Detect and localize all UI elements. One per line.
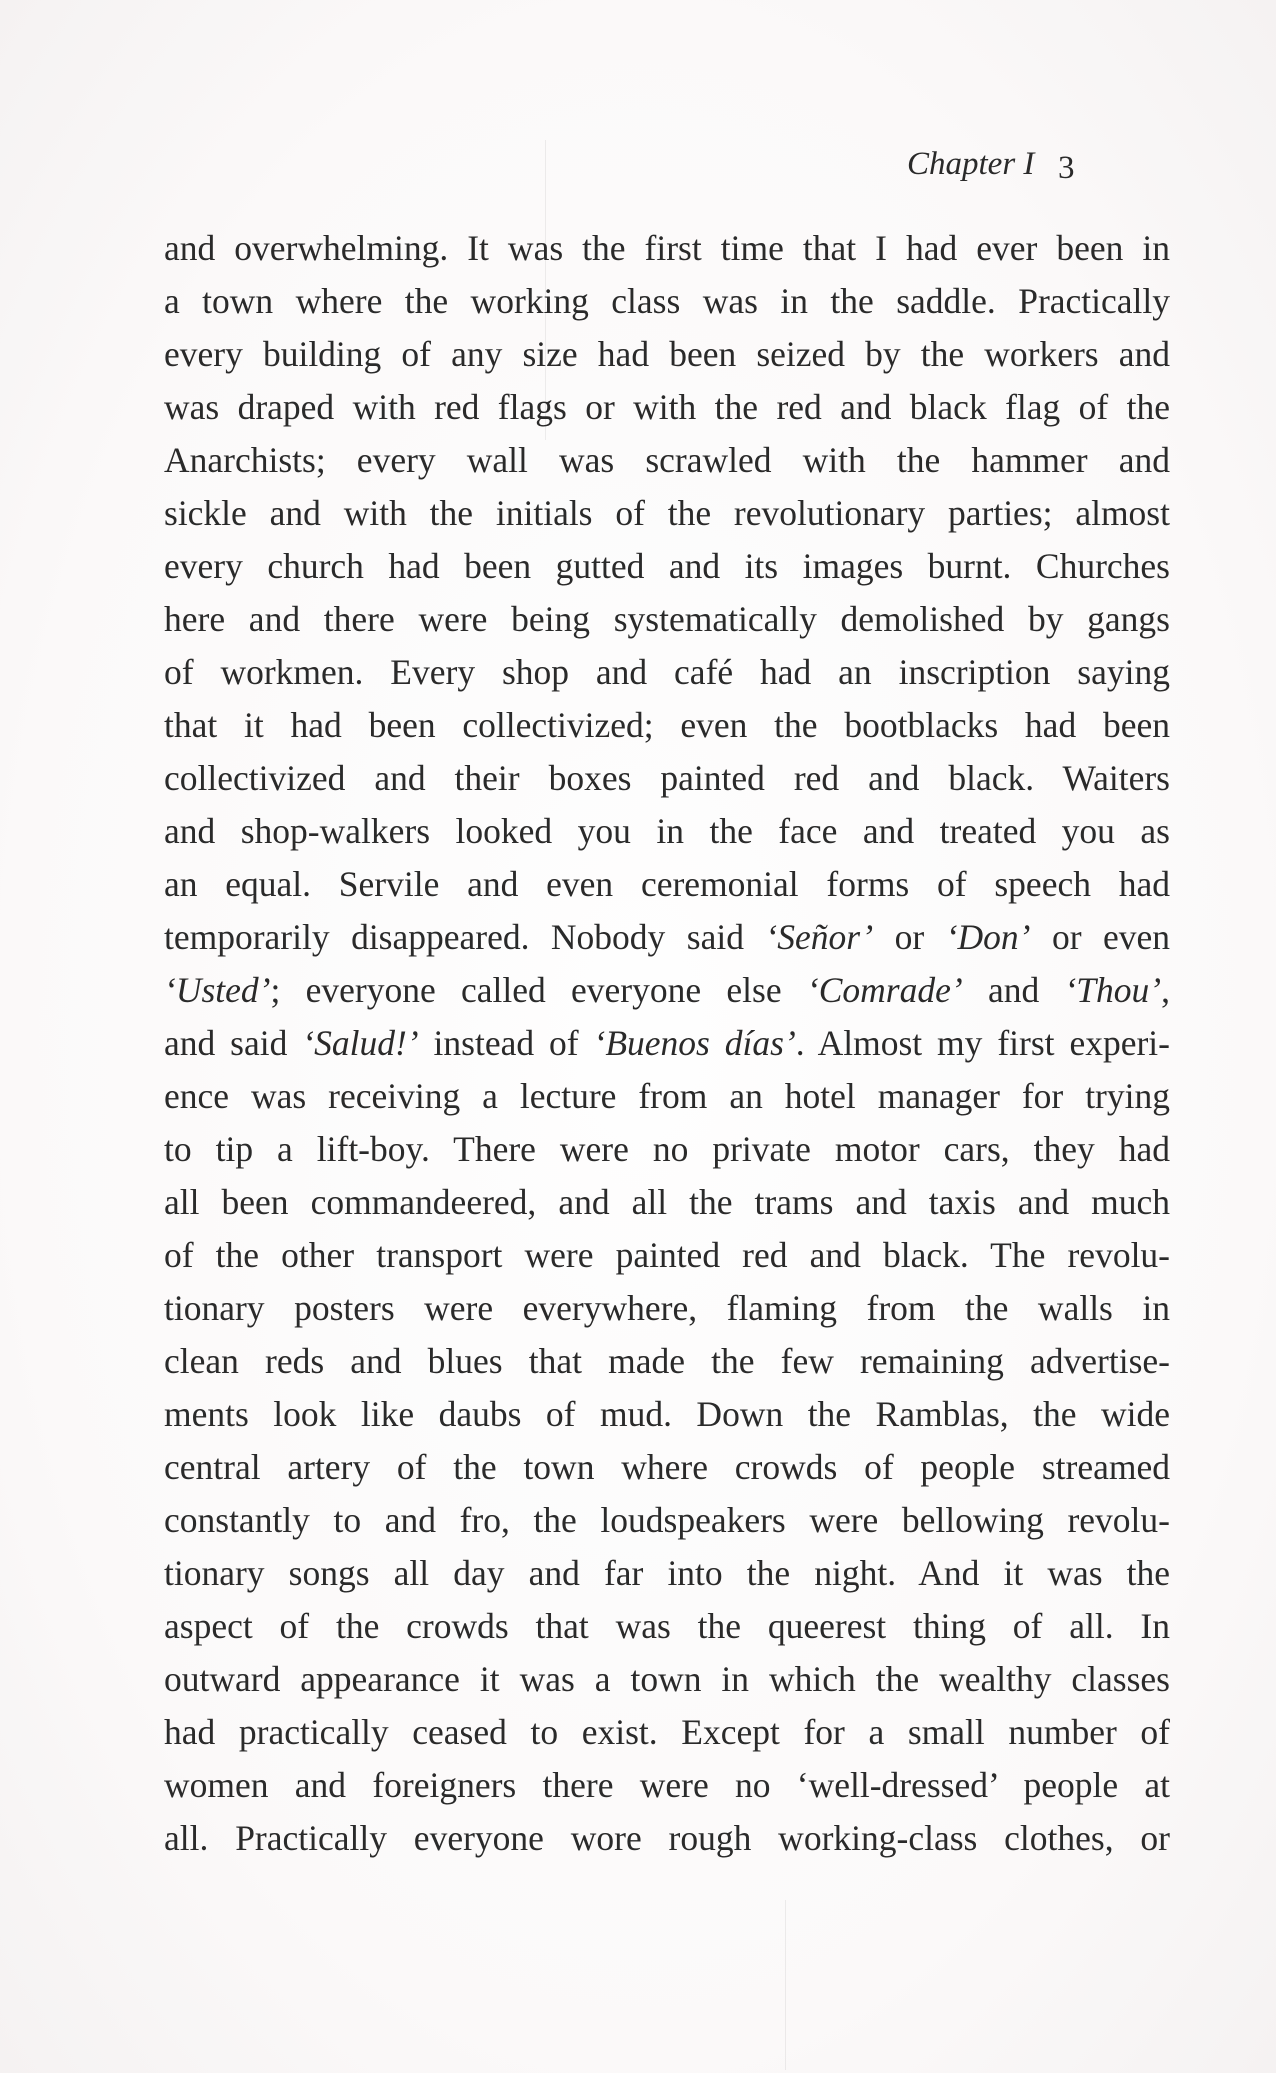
text-segment: sickle and with the initials of the revolutionary parties; almost [164,493,1170,533]
text-segment: every building of any size had been seized by the workers and [164,334,1170,374]
text-line [164,858,1170,911]
text-line [164,1494,1170,1547]
text-line [164,222,1170,275]
text-line [164,328,1170,381]
italic-text: ‘Buenos días’ [593,1023,796,1063]
text-segment: and shop-walkers looked you in the face and treated you as [164,811,1170,851]
text-line [164,1388,1170,1441]
text-segment: and [962,970,1065,1010]
text-line [164,540,1170,593]
text-segment: , [1161,970,1170,1010]
text-segment: and said [164,1023,303,1063]
text-line [164,1229,1170,1282]
text-segment: women and foreigners there were no ‘well-dressed’ people at [164,1765,1170,1805]
text-segment: was draped with red flags or with the red and black flag of the [164,387,1170,427]
text-segment: instead of [418,1023,594,1063]
text-segment: that it had been collectivized; even the bootblacks had been [164,705,1170,745]
text-line [164,1017,1170,1070]
text-segment: clean reds and blues that made the few remaining advertise- [164,1341,1170,1381]
text-line [164,1441,1170,1494]
text-line [164,1600,1170,1653]
text-line [164,1653,1170,1706]
text-line [164,1070,1170,1123]
italic-text: ‘Thou’ [1064,970,1162,1010]
text-line [164,911,1170,964]
text-segment: of the other transport were painted red and black. The revolu- [164,1235,1170,1275]
text-segment: tionary posters were everywhere, flaming from the walls in [164,1288,1170,1328]
text-line [164,1282,1170,1335]
page-crease [785,1900,786,2070]
text-segment: constantly to and fro, the loudspeakers were bellowing revolu- [164,1500,1170,1540]
text-segment: all been commandeered, and all the trams and taxis and much [164,1182,1170,1222]
running-head [880,146,1080,192]
text-line [164,1123,1170,1176]
text-line [164,964,1170,1017]
text-line [164,1547,1170,1600]
text-line [164,593,1170,646]
chapter-title: Chapter I [907,146,1035,182]
text-segment: of workmen. Every shop and café had an inscription saying [164,652,1170,692]
text-segment: a town where the working class was in the saddle. Practically [164,281,1170,321]
text-segment: Anarchists; every wall was scrawled with the hammer and [164,440,1170,480]
text-line [164,1759,1170,1812]
text-segment: ; everyone called everyone else [270,970,807,1010]
text-line [164,805,1170,858]
text-segment: . Almost my first experi- [795,1023,1170,1063]
text-segment: collectivized and their boxes painted red and black. Waiters [164,758,1170,798]
text-line [164,699,1170,752]
body-text [164,222,1170,1865]
text-segment: an equal. Servile and even ceremonial forms of speech had [164,864,1170,904]
text-line [164,381,1170,434]
italic-text: ‘Comrade’ [806,970,963,1010]
text-line [164,1335,1170,1388]
text-segment: ments look like daubs of mud. Down the Ramblas, the wide [164,1394,1170,1434]
text-segment: aspect of the crowds that was the queerest thing of all. In [164,1606,1170,1646]
italic-text: ‘Usted’ [164,970,271,1010]
text-segment: here and there were being systematically demolished by gangs [164,599,1170,639]
text-segment: central artery of the town where crowds of people streamed [164,1447,1170,1487]
text-segment: had practically ceased to exist. Except for a small number of [164,1712,1170,1752]
text-segment: and overwhelming. It was the first time that I had ever been in [164,228,1170,268]
text-segment: ence was receiving a lecture from an hotel manager for trying [164,1076,1170,1116]
text-segment: temporarily disappeared. Nobody said [164,917,766,957]
text-line [164,434,1170,487]
text-segment: all. Practically everyone wore rough working-class clothes, or [164,1818,1170,1858]
text-line [164,1706,1170,1759]
text-segment: outward appearance it was a town in which the wealthy classes [164,1659,1170,1699]
text-line [164,275,1170,328]
text-line [164,646,1170,699]
page-number: 3 [1058,150,1075,186]
text-line [164,487,1170,540]
text-segment: every church had been gutted and its images burnt. Churches [164,546,1170,586]
text-segment: or [873,917,946,957]
text-segment: tionary songs all day and far into the night. And it was the [164,1553,1170,1593]
text-line [164,752,1170,805]
italic-text: ‘Don’ [945,917,1031,957]
text-segment: or even [1030,917,1170,957]
text-line [164,1176,1170,1229]
italic-text: ‘Señor’ [765,917,874,957]
text-segment: to tip a lift-boy. There were no private motor cars, they had [164,1129,1170,1169]
italic-text: ‘Salud!’ [302,1023,419,1063]
text-line [164,1812,1170,1865]
